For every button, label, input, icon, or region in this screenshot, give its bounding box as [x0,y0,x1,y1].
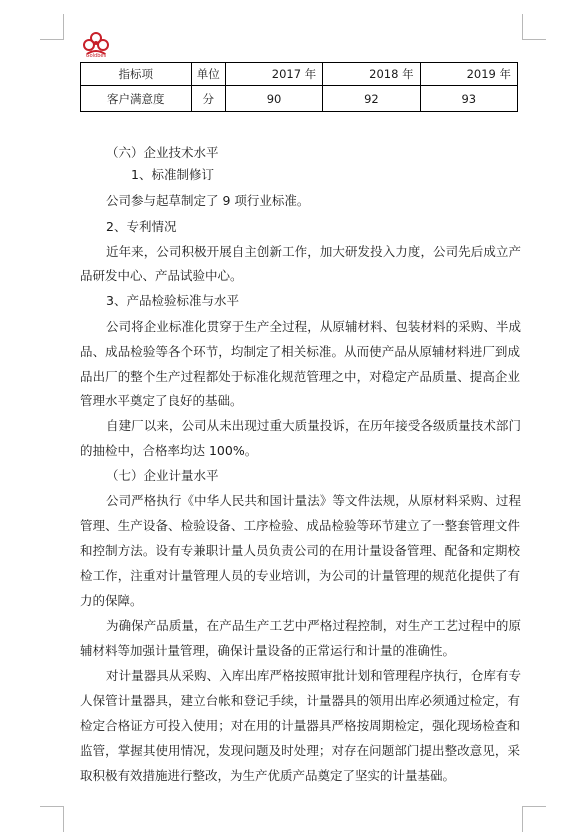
logo-text: Goldbell [85,53,107,59]
paragraph-line: 自建厂以来，公司从未出现过重大质量投诉，在历年接受各级质量技术部门 [106,418,521,433]
paragraph-line: 检定合格证方可投入使用；对在用的计量器具严格按周期检定，强化现场检查和 [80,718,520,733]
crop-mark-top-right-h [522,39,546,40]
paragraph-line: 品研发中心、产品试验中心。 [80,268,243,283]
paragraph-line: 辅材料等加强计量管理，确保计量设备的正常运行和计量的准确性。 [80,643,456,658]
paragraph-line: 品出厂的整个生产过程都处于标准化规范管理之中，对稳定产品质量、提高企业 [80,369,520,384]
paragraph-line: 公司参与起草制定了 9 项行业标准。 [106,193,310,208]
table-header-cell: 2018 年 [323,63,420,86]
paragraph-line: 和控制方法。设有专兼职计量人员负责公司的在用计量设备管理、配备和定期校 [80,543,520,558]
paragraph-line: 公司严格执行《中华人民共和国计量法》等文件法规，从原材料采购、过程 [106,493,521,508]
paragraph-line: 检工作，注重对计量管理人员的专业培训，为公司的计量管理的规范化提供了有 [80,568,520,583]
crop-mark-top-left-v [63,14,64,40]
crop-mark-top-left-h [40,39,64,40]
table-header-cell: 2017 年 [225,63,322,86]
table-row [81,86,518,112]
table-cell: 分 [191,86,225,112]
section-heading-6: （六）企业技术水平 [106,145,219,160]
table-header-cell: 单位 [191,63,225,86]
paragraph-line: 人保管计量器具，建立台帐和登记手续，计量器具的领用出库必须通过检定，有 [80,693,520,708]
table-cell: 客户满意度 [81,86,192,112]
paragraph-line: 近年来，公司积极开展自主创新工作，加大研发投入力度，公司先后成立产 [106,244,521,259]
metrics-table [80,62,518,112]
paragraph-line: 品、成品检验等各个环节，均制定了相关标准。从而使产品从原辅材料进厂到成 [80,344,520,359]
crop-mark-bottom-right-h [522,806,546,807]
section-heading-7: （七）企业计量水平 [106,468,219,483]
table-cell: 92 [323,86,420,112]
crop-mark-top-right-v [522,14,523,40]
paragraph-line: 力的保障。 [80,593,143,608]
subheading-inspection: 3、产品检验标准与水平 [106,293,239,308]
table-cell: 93 [420,86,517,112]
paragraph-line: 取积极有效措施进行整改，为生产优质产品奠定了坚实的计量基础。 [80,768,456,783]
table-header-cell: 2019 年 [420,63,517,86]
paragraph-line: 管理、生产设备、检验设备、工序检验、成品检验等环节建立了一整套管理文件 [80,518,520,533]
paragraph-line: 管理水平奠定了良好的基础。 [80,393,243,408]
table-header-cell: 指标项 [81,63,192,86]
crop-mark-bottom-left-h [40,806,64,807]
paragraph-line: 公司将企业标准化贯穿于生产全过程，从原辅材料、包装材料的采购、半成 [106,319,521,334]
paragraph-line: 对计量器具从采购、入库出库严格按照审批计划和管理程序执行，仓库有专 [106,668,521,683]
paragraph-line: 为确保产品质量，在产品生产工艺中严格过程控制，对生产工艺过程中的原 [106,618,521,633]
paragraph-line: 的抽检中，合格率均达 100%。 [80,443,258,458]
table-cell: 90 [225,86,322,112]
crop-mark-bottom-left-v [63,806,64,832]
subheading-patents: 2、专利情况 [106,219,177,234]
paragraph-line: 监管，掌握其使用情况，发现问题及时处理；对存在问题部门提出整改意见，采 [80,743,520,758]
crop-mark-bottom-right-v [522,806,523,832]
table-header-row [81,63,518,86]
subheading-standards: 1、标准制修订 [131,167,214,182]
